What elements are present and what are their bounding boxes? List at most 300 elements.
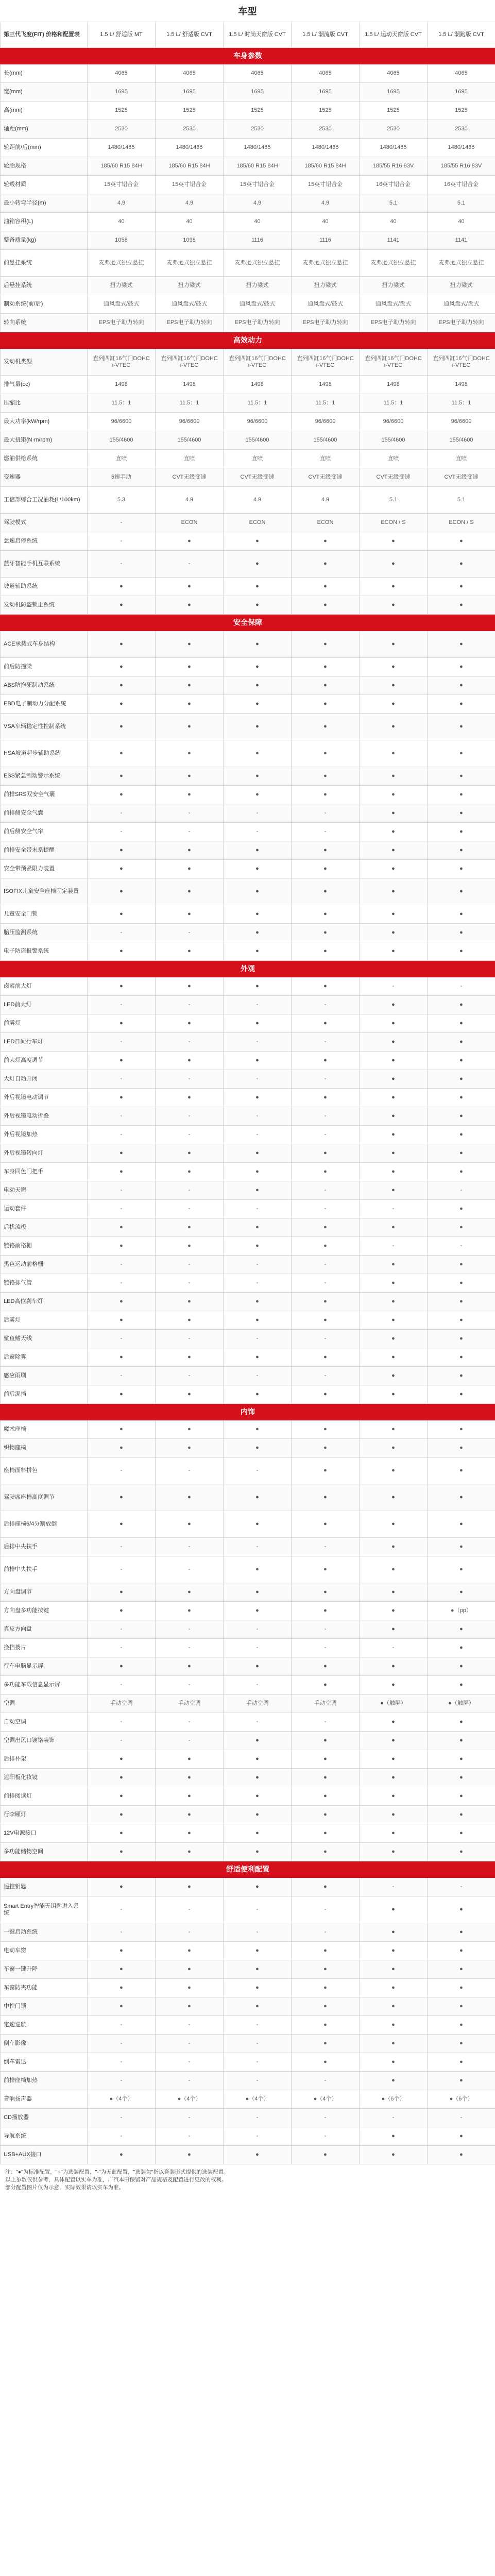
cell-value: ● <box>156 578 224 596</box>
cell-value: - <box>360 1639 428 1657</box>
cell-value: - <box>292 1538 360 1556</box>
cell-value: ● <box>292 1979 360 1997</box>
cell-value: ● <box>292 1824 360 1843</box>
cell-value: ● <box>428 1511 495 1538</box>
table-row <box>1 314 495 332</box>
cell-value: ● <box>292 1750 360 1769</box>
cell-value: ● <box>428 1942 495 1960</box>
cell-value: 4.9 <box>224 487 292 514</box>
cell-value: - <box>292 1033 360 1052</box>
cell-value: ● <box>428 2016 495 2035</box>
cell-value: ● <box>224 1311 292 1330</box>
cell-value: 直列四缸16气门DOHC i-VTEC <box>224 349 292 376</box>
row-label: 外后视镜加热 <box>1 1126 88 1144</box>
cell-value: 通风盘式/盘式 <box>360 295 428 314</box>
cell-value: ● <box>224 1089 292 1107</box>
cell-value: 扭力梁式 <box>360 277 428 295</box>
cell-value: 2530 <box>156 120 224 139</box>
cell-value: ● <box>292 1385 360 1404</box>
cell-value: ● <box>428 1979 495 1997</box>
cell-value: ● <box>428 740 495 767</box>
cell-value: - <box>88 1330 156 1348</box>
table-row <box>1 1942 495 1960</box>
cell-value: 麦弗逊式独立悬挂 <box>360 250 428 277</box>
cell-value: ● <box>360 1126 428 1144</box>
cell-value: - <box>156 1458 224 1484</box>
cell-value: - <box>224 1200 292 1218</box>
cell-value: ● <box>88 1806 156 1824</box>
cell-value: ● <box>156 1824 224 1843</box>
cell-value: 1480/1465 <box>292 139 360 157</box>
cell-value: ● <box>292 2016 360 2035</box>
cell-value: ● <box>156 1843 224 1861</box>
cell-value: - <box>156 804 224 823</box>
cell-value: 11.5：1 <box>224 394 292 413</box>
cell-value: 1098 <box>156 231 224 250</box>
cell-value: ● <box>360 740 428 767</box>
cell-value: ● <box>428 767 495 786</box>
cell-value: - <box>88 1274 156 1293</box>
cell-value: - <box>88 2109 156 2127</box>
section-title: 外观 <box>1 961 495 977</box>
table-row <box>1 1052 495 1070</box>
cell-value: ● <box>360 878 428 905</box>
cell-value: ●（6个） <box>428 2090 495 2109</box>
footnote <box>0 2164 495 2196</box>
cell-value: 2530 <box>292 120 360 139</box>
cell-value: ● <box>360 1420 428 1439</box>
cell-value: ● <box>224 860 292 878</box>
cell-value: 1480/1465 <box>360 139 428 157</box>
cell-value: 麦弗逊式独立悬挂 <box>292 250 360 277</box>
cell-value: ● <box>428 924 495 942</box>
cell-value: 麦弗逊式独立悬挂 <box>224 250 292 277</box>
section-title: 车身参数 <box>1 48 495 64</box>
cell-value: ECON / S <box>360 514 428 532</box>
cell-value: ● <box>88 905 156 924</box>
cell-value: - <box>156 1256 224 1274</box>
table-row <box>1 431 495 450</box>
cell-value: ● <box>428 1657 495 1676</box>
cell-value: ● <box>224 1769 292 1787</box>
cell-value: ● <box>224 1144 292 1163</box>
cell-value: ● <box>360 1979 428 1997</box>
cell-value: ● <box>156 596 224 615</box>
cell-value: ● <box>88 1293 156 1311</box>
cell-value: ● <box>292 1458 360 1484</box>
cell-value: CVT无级变速 <box>156 468 224 487</box>
cell-value: ● <box>360 1676 428 1694</box>
section-header <box>1 1404 495 1420</box>
cell-value: - <box>88 2016 156 2035</box>
row-label: 外后视镜电动调节 <box>1 1089 88 1107</box>
row-label: 前后侧安全气帘 <box>1 823 88 841</box>
cell-value: ● <box>292 1420 360 1439</box>
row-label: 方向盘调节 <box>1 1583 88 1602</box>
cell-value: ● <box>360 2127 428 2146</box>
cell-value: 155/4600 <box>224 431 292 450</box>
cell-value: ● <box>360 1033 428 1052</box>
row-label: 12V电源接口 <box>1 1824 88 1843</box>
cell-value: - <box>88 1713 156 1732</box>
table-row <box>1 1556 495 1583</box>
cell-value: ● <box>292 1311 360 1330</box>
row-label: 发动机防盗锁止系统 <box>1 596 88 615</box>
cell-value: 直喷 <box>88 450 156 468</box>
cell-value: ● <box>360 1602 428 1620</box>
cell-value: ● <box>224 1237 292 1256</box>
cell-value: ● <box>428 2072 495 2090</box>
cell-value: 5.1 <box>428 487 495 514</box>
cell-value: ● <box>224 532 292 551</box>
cell-value: ● <box>292 2146 360 2164</box>
cell-value: ● <box>428 1676 495 1694</box>
cell-value: - <box>88 1126 156 1144</box>
cell-value: ● <box>88 1218 156 1237</box>
cell-value: - <box>224 1367 292 1385</box>
table-row <box>1 578 495 596</box>
cell-value: ● <box>156 1089 224 1107</box>
cell-value: 直喷 <box>156 450 224 468</box>
row-label: 空调出风口镀铬装饰 <box>1 1732 88 1750</box>
cell-value: 96/6600 <box>156 413 224 431</box>
cell-value: 16英寸铝合金 <box>360 176 428 194</box>
table-row <box>1 1602 495 1620</box>
cell-value: ● <box>292 2053 360 2072</box>
model-name: 1.5 L/ 潮跑版 CVT <box>428 22 495 48</box>
cell-value: 1695 <box>360 83 428 101</box>
row-label: 蓝牙智能手机互联系统 <box>1 551 88 578</box>
cell-value: - <box>224 1330 292 1348</box>
cell-value: ● <box>224 1732 292 1750</box>
table-row <box>1 2035 495 2053</box>
cell-value: ● <box>292 1144 360 1163</box>
table-row <box>1 1070 495 1089</box>
cell-value: ● <box>156 1311 224 1330</box>
cell-value: ● <box>360 1806 428 1824</box>
cell-value: CVT无级变速 <box>224 468 292 487</box>
table-row <box>1 120 495 139</box>
cell-value: - <box>224 823 292 841</box>
table-row <box>1 1713 495 1732</box>
cell-value: ● <box>156 1769 224 1787</box>
cell-value: ● <box>292 924 360 942</box>
row-label: 安全带预紧限力装置 <box>1 860 88 878</box>
cell-value: ● <box>360 1484 428 1511</box>
cell-value: - <box>156 1556 224 1583</box>
table-row <box>1 157 495 176</box>
footnote-line: 以上参数仅供参考，具体配置以实车为准，广汽本田保留对产品规格及配置进行更改的权利。 <box>5 2177 227 2183</box>
cell-value: ● <box>360 1583 428 1602</box>
cell-value: ● <box>360 996 428 1014</box>
cell-value: ● <box>360 631 428 658</box>
cell-value: 4.9 <box>88 194 156 213</box>
cell-value: 手动空调 <box>292 1694 360 1713</box>
cell-value: 4.9 <box>292 194 360 213</box>
cell-value: - <box>360 977 428 996</box>
cell-value: 40 <box>156 213 224 231</box>
cell-value: ● <box>224 1997 292 2016</box>
row-label: 车窗防夹功能 <box>1 1979 88 1997</box>
cell-value: 5.1 <box>428 194 495 213</box>
cell-value: ● <box>428 1896 495 1923</box>
cell-value: ● <box>88 1439 156 1458</box>
table-row <box>1 996 495 1014</box>
table-header-row <box>1 22 495 48</box>
cell-value: ● <box>292 740 360 767</box>
cell-value: ●（触屏） <box>360 1694 428 1713</box>
cell-value: ● <box>88 1385 156 1404</box>
cell-value: 40 <box>360 213 428 231</box>
row-label: 轮毂材质 <box>1 176 88 194</box>
table-row <box>1 1484 495 1511</box>
cell-value: ● <box>224 1583 292 1602</box>
table-row <box>1 1089 495 1107</box>
cell-value: ● <box>292 1602 360 1620</box>
cell-value: 4065 <box>156 64 224 83</box>
cell-value: ● <box>292 2035 360 2053</box>
table-row <box>1 1367 495 1385</box>
cell-value: - <box>224 2072 292 2090</box>
cell-value: ● <box>156 1787 224 1806</box>
row-label: 倒车影像 <box>1 2035 88 2053</box>
cell-value: ● <box>156 1385 224 1404</box>
cell-value: ● <box>360 1181 428 1200</box>
cell-value: ● <box>292 1787 360 1806</box>
cell-value: ● <box>360 2035 428 2053</box>
cell-value: ● <box>224 977 292 996</box>
page-title: 车型 <box>0 0 495 22</box>
cell-value: ● <box>88 841 156 860</box>
cell-value: 扭力梁式 <box>224 277 292 295</box>
cell-value: - <box>292 1923 360 1942</box>
table-row <box>1 977 495 996</box>
table-row <box>1 250 495 277</box>
cell-value: ● <box>156 1163 224 1181</box>
cell-value: ● <box>292 1942 360 1960</box>
cell-value: 11.5：1 <box>292 394 360 413</box>
table-row <box>1 658 495 676</box>
cell-value: ● <box>292 1218 360 1237</box>
cell-value: ● <box>156 977 224 996</box>
table-row <box>1 101 495 120</box>
cell-value: ● <box>88 1843 156 1861</box>
cell-value: ● <box>292 1089 360 1107</box>
row-label: 前排中央扶手 <box>1 1556 88 1583</box>
cell-value: ● <box>428 786 495 804</box>
row-label: 遮阳板化妆镜 <box>1 1769 88 1787</box>
cell-value: 麦弗逊式独立悬挂 <box>428 250 495 277</box>
cell-value: - <box>360 1878 428 1896</box>
row-label: 魔术座椅 <box>1 1420 88 1439</box>
cell-value: - <box>292 823 360 841</box>
cell-value: - <box>156 2053 224 2072</box>
cell-value: - <box>224 1107 292 1126</box>
cell-value: - <box>88 1923 156 1942</box>
cell-value: - <box>224 1639 292 1657</box>
row-label: 感应雨刷 <box>1 1367 88 1385</box>
row-label: 音响扬声器 <box>1 2090 88 2109</box>
cell-value: ● <box>88 1960 156 1979</box>
cell-value: ● <box>156 1348 224 1367</box>
cell-value: ● <box>360 578 428 596</box>
table-row <box>1 1732 495 1750</box>
cell-value: ●（4个） <box>224 2090 292 2109</box>
cell-value: ● <box>156 1942 224 1960</box>
cell-value: ● <box>88 1311 156 1330</box>
table-row <box>1 740 495 767</box>
row-label: 镀铬排气管 <box>1 1274 88 1293</box>
row-label: ACE承载式车身结构 <box>1 631 88 658</box>
row-label: 后排杯架 <box>1 1750 88 1769</box>
cell-value: - <box>292 2072 360 2090</box>
cell-value: ECON <box>224 514 292 532</box>
cell-value: ● <box>224 905 292 924</box>
cell-value: ● <box>88 1163 156 1181</box>
cell-value: 4065 <box>428 64 495 83</box>
cell-value: ● <box>224 767 292 786</box>
cell-value: - <box>292 1126 360 1144</box>
row-label: 电子防盗报警系统 <box>1 942 88 961</box>
row-label: 驾驶席座椅高度调节 <box>1 1484 88 1511</box>
cell-value: 4065 <box>360 64 428 83</box>
cell-value: ● <box>88 1089 156 1107</box>
cell-value: ● <box>224 1439 292 1458</box>
cell-value: ● <box>428 860 495 878</box>
model-name: 1.5 L/ 舒适版 MT <box>88 22 156 48</box>
row-label: 多功能储物空间 <box>1 1843 88 1861</box>
cell-value: ● <box>156 786 224 804</box>
cell-value: 155/4600 <box>292 431 360 450</box>
cell-value: 扭力梁式 <box>88 277 156 295</box>
row-label: 镀铬前格栅 <box>1 1237 88 1256</box>
cell-value: ● <box>360 1750 428 1769</box>
cell-value: 96/6600 <box>428 413 495 431</box>
cell-value: ● <box>360 767 428 786</box>
table-row <box>1 1311 495 1330</box>
cell-value: 96/6600 <box>292 413 360 431</box>
cell-value: ● <box>360 2146 428 2164</box>
cell-value: ● <box>224 924 292 942</box>
table-row <box>1 487 495 514</box>
cell-value: 1480/1465 <box>156 139 224 157</box>
cell-value: - <box>156 1070 224 1089</box>
cell-value: - <box>292 1896 360 1923</box>
cell-value: 40 <box>428 213 495 231</box>
cell-value: - <box>428 1181 495 1200</box>
cell-value: ● <box>428 942 495 961</box>
section-title: 舒适便利配置 <box>1 1861 495 1878</box>
cell-value: ● <box>428 1997 495 2016</box>
cell-value: ● <box>156 1293 224 1311</box>
cell-value: 96/6600 <box>224 413 292 431</box>
cell-value: ● <box>292 1997 360 2016</box>
table-row <box>1 176 495 194</box>
cell-value: ● <box>88 714 156 740</box>
cell-value: ● <box>428 1713 495 1732</box>
cell-value: ● <box>360 1014 428 1033</box>
table-row <box>1 1274 495 1293</box>
cell-value: 155/4600 <box>88 431 156 450</box>
cell-value: ● <box>292 676 360 695</box>
cell-value: ● <box>360 942 428 961</box>
cell-value: ● <box>428 596 495 615</box>
cell-value: 1525 <box>224 101 292 120</box>
row-label: 后扰流板 <box>1 1218 88 1237</box>
cell-value: ● <box>292 1052 360 1070</box>
row-label: ESS紧急制动警示系统 <box>1 767 88 786</box>
row-label: 驾驶模式 <box>1 514 88 532</box>
cell-value: 1525 <box>292 101 360 120</box>
cell-value: - <box>88 2072 156 2090</box>
cell-value: ● <box>428 1787 495 1806</box>
cell-value: ● <box>292 1676 360 1694</box>
row-label: 自动空调 <box>1 1713 88 1732</box>
cell-value: ● <box>292 905 360 924</box>
table-row <box>1 1878 495 1896</box>
cell-value: ● <box>360 2072 428 2090</box>
cell-value: ● <box>292 1657 360 1676</box>
cell-value: ● <box>360 1713 428 1732</box>
cell-value: - <box>224 1070 292 1089</box>
cell-value: ● <box>156 532 224 551</box>
cell-value: ● <box>428 1732 495 1750</box>
cell-value: 155/4600 <box>156 431 224 450</box>
table-row <box>1 1750 495 1769</box>
cell-value: ● <box>224 1960 292 1979</box>
cell-value: ● <box>224 1385 292 1404</box>
cell-value: ● <box>428 996 495 1014</box>
table-row <box>1 1330 495 1348</box>
row-label: 轮胎规格 <box>1 157 88 176</box>
cell-value: - <box>224 1458 292 1484</box>
row-label: 前排侧安全气囊 <box>1 804 88 823</box>
cell-value: ● <box>224 1181 292 1200</box>
cell-value: 1525 <box>156 101 224 120</box>
cell-value: 1525 <box>360 101 428 120</box>
row-label: 怠速启停系统 <box>1 532 88 551</box>
table-row <box>1 878 495 905</box>
cell-value: 通风盘式/鼓式 <box>156 295 224 314</box>
cell-value: ● <box>156 1439 224 1458</box>
cell-value: ● <box>224 596 292 615</box>
model-name: 1.5 L/ 时尚天窗版 CVT <box>224 22 292 48</box>
cell-value: 16英寸铝合金 <box>428 176 495 194</box>
row-label: 卤素前大灯 <box>1 977 88 996</box>
cell-value: - <box>224 1256 292 1274</box>
cell-value: - <box>156 1732 224 1750</box>
cell-value: - <box>156 823 224 841</box>
row-label: 前悬挂系统 <box>1 250 88 277</box>
cell-value: - <box>88 1896 156 1923</box>
table-row <box>1 1806 495 1824</box>
cell-value: - <box>156 1923 224 1942</box>
cell-value: ● <box>360 1367 428 1385</box>
cell-value: - <box>224 2127 292 2146</box>
cell-value: ● <box>88 1657 156 1676</box>
cell-value: 40 <box>224 213 292 231</box>
table-row <box>1 1639 495 1657</box>
cell-value: ● <box>224 695 292 714</box>
cell-value: 1695 <box>292 83 360 101</box>
cell-value: ● <box>224 1163 292 1181</box>
cell-value: ● <box>156 767 224 786</box>
cell-value: ● <box>292 1237 360 1256</box>
cell-value: - <box>88 2035 156 2053</box>
cell-value: ● <box>292 977 360 996</box>
cell-value: 通风盘式/鼓式 <box>292 295 360 314</box>
cell-value: - <box>156 2035 224 2053</box>
